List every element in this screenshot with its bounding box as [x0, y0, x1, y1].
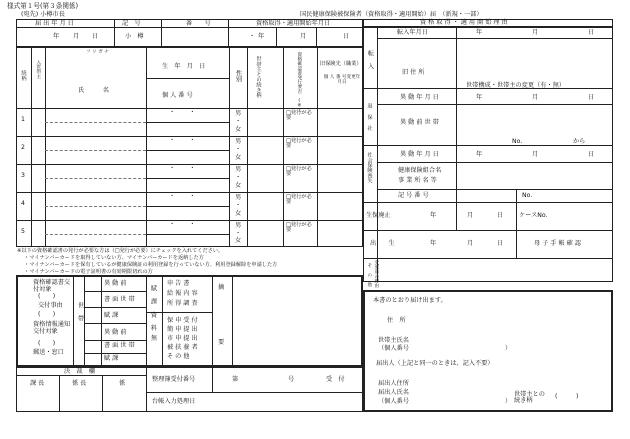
sex-male-2[interactable]: 男	[235, 138, 242, 145]
note-4: ・マイナンバーカードの電子証明書の有効期限切れの方	[24, 269, 153, 275]
notify-date-label: 届 出 年 月 日	[35, 20, 74, 27]
household-label: 世 帯	[76, 302, 84, 322]
change-prev-label: 異 動 前	[104, 280, 127, 287]
notify-year: 年	[53, 33, 60, 40]
sex-dot-2: ・	[235, 146, 242, 153]
col-sex: 性別	[234, 70, 242, 83]
sex-male-5[interactable]: 男	[235, 222, 242, 229]
col-seq: 続柄	[20, 70, 27, 81]
social-name: 健康保険組合名	[398, 167, 442, 174]
staff-label: 係	[119, 380, 126, 387]
col-individual-no: 個 人 番 号	[162, 92, 193, 99]
welfare-label-2: 賦 課	[104, 355, 119, 362]
sex-male-4[interactable]: 男	[235, 194, 242, 201]
divider-3	[228, 19, 229, 47]
reasons-col-2	[456, 27, 457, 230]
sex-female-3[interactable]: 女	[235, 182, 242, 189]
bl-r3	[84, 323, 146, 324]
row-number-2: 2	[21, 144, 25, 151]
transfer-year: 年	[476, 29, 483, 36]
number-label: 番 号	[186, 20, 211, 27]
dec-col-1	[146, 367, 147, 412]
bl-r5	[84, 353, 146, 354]
notifier-note: 届出人（上記と同一のときは、記入不要）	[376, 360, 494, 367]
cert-issue-label: 資格確認書交付対象	[33, 279, 71, 294]
withdrawal-day: 日	[588, 94, 595, 101]
decision-label: 決 裁 欄	[64, 368, 95, 375]
reason-welfare-end: 生保廃止	[366, 212, 391, 219]
birth-year: 年	[430, 240, 437, 247]
relation-label: 世帯主との続き柄	[514, 391, 545, 405]
issue-checkbox-1[interactable]: □発行が必要	[286, 110, 312, 122]
bl-r1	[84, 291, 146, 292]
notify-month: 月	[73, 33, 80, 40]
acq-year: 年	[258, 33, 265, 40]
maternal-check: 母 子 手 帳 確 認	[534, 240, 581, 247]
none-label: 無	[151, 335, 158, 342]
paren-3: ( )	[38, 340, 56, 347]
bl-col-7	[232, 275, 233, 367]
birth-month: 月	[467, 240, 474, 247]
symbol-no: No.	[522, 192, 533, 199]
city-name: 小 樽	[125, 33, 144, 40]
col-line-2	[45, 47, 46, 247]
notifier-close-paren: ）	[505, 398, 512, 405]
social-month: 月	[532, 151, 539, 158]
col-line-5	[247, 47, 248, 247]
former-from: から	[573, 138, 586, 145]
reason-withdrawal: 退 保 社	[366, 103, 373, 131]
issue-reason: 交付事由	[38, 302, 63, 309]
col-birth: 生 年 月 日	[162, 63, 206, 70]
col-line-7	[317, 47, 318, 247]
col-cert: 資格確認書発行要否 (※)	[296, 52, 302, 114]
col-furigana: フ リ ガ ナ	[86, 50, 109, 55]
bl-col-5	[162, 275, 163, 367]
reasons-line-3	[363, 202, 613, 203]
ledger-label: 台帳入力処理日	[152, 398, 196, 405]
social-day: 日	[588, 151, 595, 158]
sex-female-5[interactable]: 女	[235, 237, 242, 244]
note-1: ※以下の資格確認書の発行が必要な方は（□発行が必要）にチェックを入れてください。	[17, 248, 224, 254]
col-name: 氏 名	[78, 87, 109, 94]
etc-label: そ の 他	[167, 353, 190, 360]
welfare-month: 月	[467, 212, 474, 219]
relation-paren: ( )	[555, 393, 579, 400]
withdrawal-line	[377, 104, 613, 105]
paren-2: ( )	[38, 311, 56, 318]
addressee: (宛先) 小樽市長	[21, 11, 65, 18]
case-no: ケースNo.	[519, 212, 548, 219]
withdrawal-month: 月	[532, 94, 539, 101]
col-line-4	[229, 47, 230, 247]
birth-dots-3: ・・	[169, 165, 210, 172]
insured-receipt: 保 申 受 付	[167, 317, 198, 324]
col-line-1	[31, 47, 32, 247]
row-number-4: 4	[21, 200, 25, 207]
transfer-month: 月	[532, 29, 539, 36]
employer-label: 事 業 所 名 等	[398, 177, 437, 184]
mailing-label: 郵送・窓口	[33, 349, 64, 356]
note-2: ・マイナンバーカードを取得していない方、マイナンバーカードを返納した方	[24, 255, 204, 261]
accept-label: 受 付	[326, 376, 345, 383]
change-prev-label-2: 異 動 前	[104, 329, 127, 336]
sex-dot-1: ・	[235, 118, 242, 125]
col-insurance-alt: 旧保険先（職業）	[320, 61, 362, 67]
col-line-3	[146, 47, 147, 247]
col-individual-change: 個 人 番 号変更年月日	[323, 75, 361, 85]
sex-dot-5: ・	[235, 230, 242, 237]
reason-social-loss: 社会保険喪失	[366, 152, 373, 184]
declaration-statement: 本書のとおり届け出ます。	[373, 297, 447, 304]
sex-female-1[interactable]: 女	[235, 126, 242, 133]
reason-transfer-in: 転 入	[366, 50, 374, 70]
dec-col-4	[212, 367, 213, 392]
sex-dot-3: ・	[235, 174, 242, 181]
bl-col-6	[212, 275, 213, 367]
form-number: 様式第１号(第３条関係)	[7, 2, 79, 10]
issue-checkbox-4[interactable]: □発行が必要	[286, 194, 312, 206]
withdrawal-year: 年	[476, 94, 483, 101]
birth-split-2	[146, 150, 229, 151]
dec-row-2	[146, 392, 363, 393]
investigation: 所 得 調 査	[167, 300, 198, 307]
issue-checkbox-5[interactable]: □発行が必要	[286, 222, 312, 234]
transfer-day: 日	[588, 29, 595, 36]
welfare-day: 日	[497, 212, 504, 219]
summary-label-2: 要	[218, 339, 225, 346]
notify-day: 日	[92, 33, 99, 40]
form-title: 国民健康保険被保険者（資格取得・適用開始）届 （新規・一部）	[300, 11, 483, 18]
birth-dots-4: ・・	[169, 193, 210, 200]
summary-label-1: 摘	[218, 284, 225, 291]
divider-5	[316, 27, 317, 47]
issue-no-go: 号	[288, 376, 295, 383]
social-date-label: 異 動 年 月 日	[400, 151, 439, 158]
divider-4	[276, 27, 277, 47]
birth-dots-2: ・・	[169, 137, 210, 144]
sex-female-2[interactable]: 女	[235, 154, 242, 161]
birth-split-4	[146, 206, 229, 207]
statement-label: 申 告 書	[167, 280, 190, 287]
social-line-2	[377, 189, 613, 190]
report-submit: 簡 申 提 出	[167, 326, 198, 333]
social-line	[377, 162, 613, 163]
dependent: 被 扶 養 者	[167, 344, 198, 351]
row-number-5: 5	[21, 228, 25, 235]
birth-split	[146, 78, 229, 79]
name-split-3	[45, 178, 146, 180]
book-name-label-2: 書 面 世 帯	[104, 342, 135, 349]
reasons-line-5	[363, 258, 613, 259]
bl-col-1	[73, 275, 74, 367]
section-chief-label: 課 長	[30, 380, 45, 387]
reasons-line-4	[363, 230, 613, 231]
withdrawal-date-label: 異 動 年 月 日	[400, 94, 439, 101]
name-split-1	[45, 122, 146, 124]
reason-birth: 出 生	[370, 240, 395, 247]
symbol-number-label: 記 号 番 号	[398, 192, 429, 199]
others-submit: 市 申 提 出	[167, 335, 198, 342]
address-label: 住 所	[387, 317, 406, 324]
dec-col-2	[59, 375, 60, 412]
reason-other: そ の 他	[366, 263, 372, 287]
divider-2	[161, 19, 162, 47]
birth-split-1	[146, 122, 229, 123]
transfer-line	[377, 38, 613, 39]
dec-col-3	[102, 375, 103, 412]
col-relation: 世帯主との続き柄	[255, 56, 262, 98]
bl-col-4	[146, 275, 147, 367]
birth-dots-5: ・・	[169, 221, 210, 228]
col-household-head: 入世帯主	[35, 60, 41, 79]
birth-day: 日	[497, 240, 504, 247]
note-3: ・マイナンバーカードを保有しているが健康保険証の利用登録を行っていない方、利用登録解除を申請した方	[24, 262, 278, 268]
row-number-1: 1	[21, 116, 25, 123]
name-split-2	[45, 150, 146, 152]
birth-dots-1: ・・	[169, 109, 210, 116]
former-no: No.	[512, 138, 523, 145]
old-address-label: 旧 住 所	[402, 69, 425, 76]
notifier-individual-no: （個人番号	[378, 398, 409, 405]
birth-split-5	[146, 234, 229, 235]
combined-label: 賦 課 資 料	[149, 285, 157, 331]
symbol-split	[516, 189, 517, 202]
notifier-name: 届出人氏名	[378, 389, 409, 396]
welfare-split	[516, 202, 517, 230]
notifier-address: 届出人住所	[378, 380, 409, 387]
chief-label: 係 長	[72, 380, 87, 387]
transfer-date-label: 転入年月日	[397, 29, 428, 36]
acq-day: 日	[343, 33, 350, 40]
paren-1: ( )	[38, 293, 56, 300]
birth-split	[516, 230, 517, 258]
col-line-6	[283, 47, 284, 247]
welfare-label-1: 賦 課	[104, 312, 119, 319]
social-year: 年	[476, 151, 483, 158]
row-number-3: 3	[21, 172, 25, 179]
issue-checkbox-2[interactable]: □発行が必要	[286, 138, 312, 150]
household-change: 世帯構成・世帯主の変更（有・無）	[466, 82, 565, 89]
right-header: 資 格 取 得 ・ 適 用 開 始 理 由	[420, 19, 508, 26]
sex-male-1[interactable]: 男	[235, 110, 242, 117]
welfare-year: 年	[430, 212, 437, 219]
dot: ・	[249, 33, 256, 40]
issue-no-dai: 第	[232, 376, 239, 383]
bl-r2	[84, 307, 146, 308]
receipt-no-label: 整理簿受付番号	[152, 376, 196, 383]
birth-split-3	[146, 178, 229, 179]
divider-1	[114, 19, 115, 47]
sex-male-3[interactable]: 男	[235, 166, 242, 173]
sex-female-4[interactable]: 女	[235, 210, 242, 217]
head-close-paren: ）	[505, 345, 512, 352]
issue-checkbox-3[interactable]: □発行が必要	[286, 166, 312, 178]
head-name-label: 世帯主氏名	[378, 337, 409, 344]
bl-r4	[84, 340, 146, 341]
change-reason: 変更前の理由	[373, 260, 379, 288]
book-name-label-1: 書 面 世 帯	[104, 296, 135, 303]
head-individual-no: （個人番号	[378, 345, 409, 352]
former-household-label: 異 動 前 世 帯	[400, 119, 439, 126]
acq-date-label: 資格取得・適用開始年月日	[256, 20, 331, 27]
acq-month: 月	[300, 33, 307, 40]
welfare-content: 給 報 内 容	[167, 290, 198, 297]
name-split-5	[45, 234, 146, 236]
info-notice-label: 資格情報通知交付対象	[33, 321, 71, 336]
symbol-label: 記 号	[122, 20, 141, 27]
name-split-4	[45, 206, 146, 208]
sex-dot-4: ・	[235, 202, 242, 209]
